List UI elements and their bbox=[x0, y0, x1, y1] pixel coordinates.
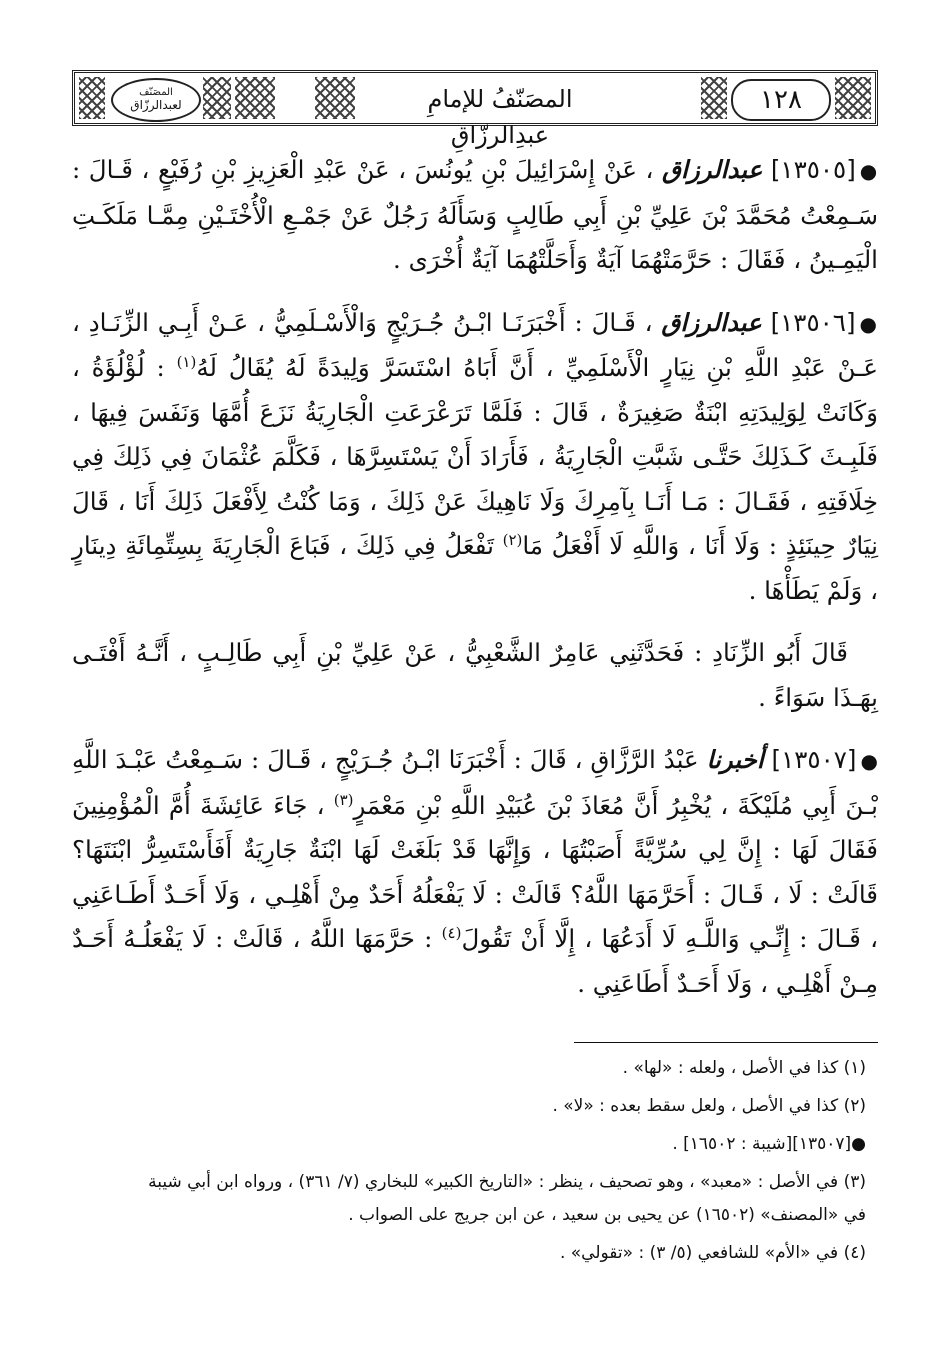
narrator-name: عبدالرزاق bbox=[661, 307, 762, 337]
ornament-pattern bbox=[701, 77, 727, 119]
running-title: المصَنّفُ للإمامِ عبدِالرزّاقِ bbox=[385, 81, 615, 117]
footnote-divider bbox=[574, 1042, 878, 1043]
page-number: ١٢٨ bbox=[731, 79, 831, 121]
footnote-ref[interactable]: (٤) bbox=[441, 923, 462, 942]
book-seal bbox=[111, 78, 201, 122]
hadith-text: ، قَـالَ : أَخْبَرَنَـا ابْـنُ جُـرَيْجٍ وَالْأَسْـلَمِيُّ ، عَـنْ أَبِـي الزِّنَـادِ ، عَـنْ عَبْدِ اللَّهِ بْنِ نِيَارٍ الْأَسْلَمِيِّ ، أَنَّ أَبَاهُ اسْتَسَرَّ وَلِيدَةً لَهُ يُقَالُ لَهُ bbox=[72, 307, 878, 382]
hadith-text: عَبْدُ الرَّزَّاقِ ، قَالَ : أَخْبَرَنَا ابْـنُ جُـرَيْجٍ ، قَـالَ : سَـمِعْتُ عَبْـدَ اللَّهِ بْـنَ أَبِي مُلَيْكَةَ ، يُخْبِرُ أَنَّ مُعَاذَ بْنَ عُبَيْدِ اللَّهِ بْنِ مَعْمَرٍ bbox=[72, 745, 878, 820]
footnote-text: (٣) في الأصل : «معبد» ، وهو تصحيف ، ينظر : «التاريخ الكبير» للبخاري (٧/ ٣٦١) ، ورواه ابن أبي شيبة bbox=[148, 1172, 866, 1192]
footnotes bbox=[74, 1052, 866, 1275]
hadith-entry bbox=[72, 738, 878, 1006]
main-text bbox=[72, 148, 878, 1024]
narrator-name: عبدالرزاق bbox=[662, 155, 763, 184]
hadith-number: [١٣٥٠٥] bbox=[770, 155, 856, 184]
ornament-pattern bbox=[235, 77, 275, 119]
bullet-icon: ● bbox=[860, 749, 878, 773]
hadith-text: : حَرَّمَهَا اللَّهُ ، قَالَتْ : لَا يَفْعَلُـهُ أَحَـدٌ مِـنْ أَهْلِـي ، وَلَا أَحَـدٌ أَطَاعَنِي . bbox=[72, 924, 878, 998]
footnote bbox=[74, 1166, 866, 1232]
hadith-entry bbox=[72, 301, 878, 614]
footnote: (٢) كذا في الأصل ، ولعل سقط بعده : «لا» . bbox=[552, 1096, 866, 1116]
hadith-number: [١٣٥٠٦] bbox=[770, 307, 856, 337]
hadith-text: ، عَنْ إِسْرَائِيلَ بْنِ يُونُسَ ، عَنْ عَبْدِ الْعَزِيزِ بْنِ رُفَيْعٍ ، قَـالَ : سَـمِعْتُ مُحَمَّدَ بْنَ عَلِيِّ بْنِ أَبِي طَالِبٍ وَسَأَلَهُ رَجُلٌ عَنْ جَمْـعِ الْأُخْتَـيْنِ مِمَّـا مَلَكَـتِ الْيَمِـينُ ، فَقَالَ : حَرَّمَتْهُمَا آيَةٌ وَأَحَلَّتْهُمَا آيَةٌ أُخْرَى . bbox=[72, 155, 878, 274]
page-header bbox=[72, 70, 878, 149]
footnote-ref[interactable]: (٣) bbox=[333, 790, 354, 809]
footnote-ref[interactable]: (٢) bbox=[502, 530, 523, 549]
ornament-pattern bbox=[835, 77, 871, 119]
narrator-name: أخبرنا bbox=[706, 745, 764, 774]
bullet-icon: ● bbox=[859, 311, 879, 336]
hadith-text: ، جَاءَ عَائِشَةَ أُمَّ الْمُؤْمِنِينَ فَقَالَ لَهَا : إِنَّ لِي سُرِّيَّةً أَصَبْتُهَا ، وَإِنَّهَا قَدْ بَلَغَتْ لَهَا ابْنَةٌ جَارِيَةٌ أَفَأَسْتَسِرُّ ابْنَتَهَا؟ قَالَتْ : لَا ، قَـالَ : أَحَرَّمَهَا اللَّهُ؟ قَالَتْ : لَا يَفْعَلُهُ أَحَدٌ مِنْ أَهْلِـي ، وَلَا أَحَـدٌ أَطَـاعَنِي ، قَـالَ : إِنِّـي وَاللَّـهِ لَا أَدَعُهَا ، إِلَّا أَنْ تَقُولَ bbox=[72, 790, 879, 953]
hadith-text: : لُؤْلُؤَةُ ، وَكَانَتْ لِوَلِيدَتِهِ ابْنَةٌ صَغِيرَةٌ ، قَالَ : فَلَمَّا تَرَعْرَعَتِ الْجَارِيَةُ نَزَعَ أُمَّهَا وَنَفَسَ فِيهَا ، فَلَبِـثَ كَـذَلِكَ حَتَّـى شَبَّتِ الْجَارِيَةُ ، فَأَرَادَ أَنْ يَسْتَسِرَّهَا ، فَكَلَّمَ عُثْمَانَ فِي ذَلِكَ فِي خِلَافَتِهِ ، فَقَـالَ : مَـا أَنَـا بِآمِرِكَ وَلَا نَاهِيكَ عَنْ ذَلِكَ ، وَمَا كُنْتُ لِأَفْعَلَ ذَلِكَ أَنَا ، قَالَ نِيَارٌ حِينَئِذٍ : وَلَا أَنَا ، وَاللَّهِ لَا أَفْعَلُ مَا bbox=[72, 353, 878, 560]
hadith-text: تَفْعَلُ فِي ذَلِكَ ، فَبَاعَ الْجَارِيَةَ بِسِتِّمِائَةِ دِينَارٍ ، وَلَمْ يَطَأْهَا . bbox=[72, 531, 878, 605]
seal-line: لعبدالرزّاق bbox=[130, 98, 182, 112]
commentary-paragraph: قَالَ أَبُو الزِّنَادِ : فَحَدَّثَنِي عَامِرٌ الشَّعْبِيُّ ، عَنْ عَلِيِّ بْنِ أَبِي طَالِـبٍ ، أَنَّـهُ أَفْتَـى بِهَـذَا سَوَاءً . bbox=[72, 638, 878, 712]
footnote: (٤) في «الأم» للشافعي (٥/ ٣) : «تقولي» . bbox=[559, 1243, 866, 1263]
seal-line: المصَنّف bbox=[139, 87, 173, 98]
hadith-entry bbox=[72, 148, 878, 283]
ornament-pattern bbox=[203, 77, 231, 119]
footnote: (١) كذا في الأصل ، ولعله : «لها» . bbox=[622, 1058, 866, 1078]
ornament-pattern bbox=[315, 77, 355, 119]
bullet-icon: ● bbox=[859, 159, 878, 183]
footnote-ref[interactable]: (١) bbox=[176, 352, 197, 371]
footnote-continuation: في «المصنف» (١٦٥٠٢) عن يحيى بن سعيد ، عن ابن جريج على الصواب . bbox=[348, 1205, 866, 1225]
hadith-number: [١٣٥٠٧] bbox=[771, 745, 857, 774]
ornament-pattern bbox=[79, 77, 105, 119]
footnote-source: ●[١٣٥٠٧][شيبة : ١٦٥٠٢] . bbox=[672, 1134, 866, 1154]
